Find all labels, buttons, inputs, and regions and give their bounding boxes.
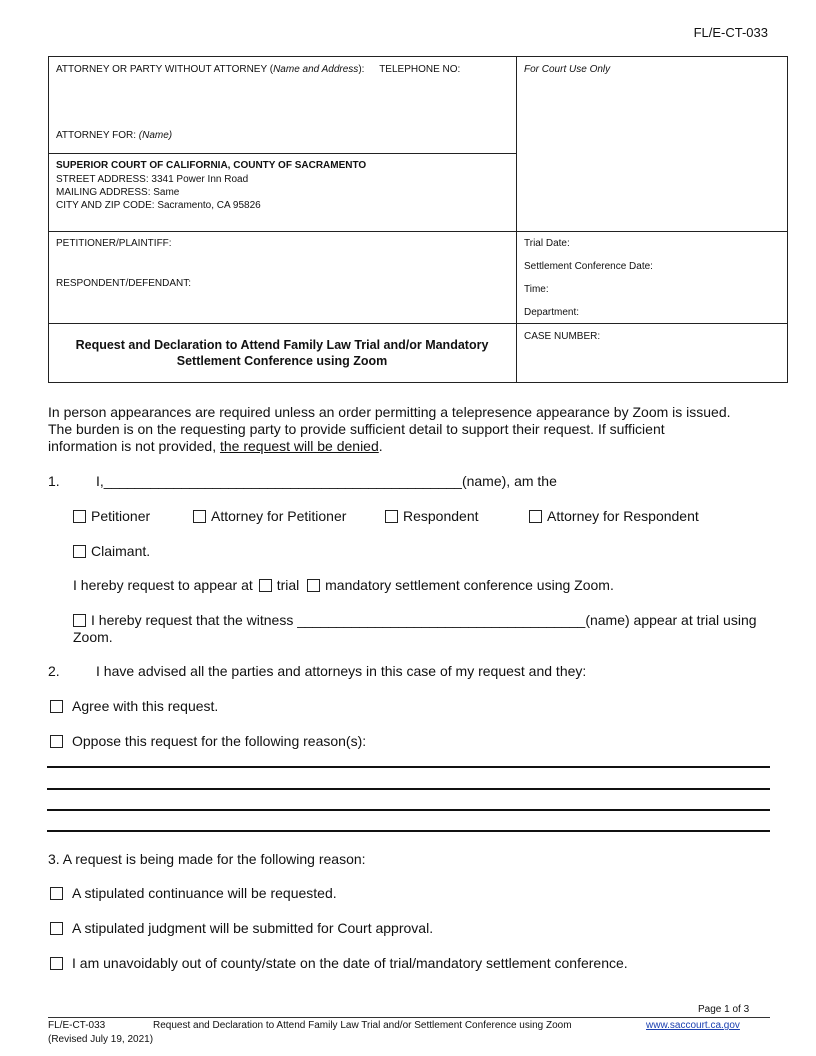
section1-number: 1. <box>48 473 60 489</box>
city-zip: CITY AND ZIP CODE: Sacramento, CA 95826 <box>56 200 261 211</box>
street-address: STREET ADDRESS: 3341 Power Inn Road <box>56 174 249 185</box>
case-number-label: CASE NUMBER: <box>524 331 601 342</box>
intro-paragraph: In person appearances are required unless an order permitting a telepresence appearance by Zoom is issued. The burden is on the requesting party to provide sufficient detail to support their request. If sufficient information is not provided, the request will be denied. <box>48 404 731 454</box>
checkbox-attorney-respondent[interactable] <box>529 510 542 523</box>
option-oppose[interactable]: Oppose this request for the following reason(s): <box>50 733 366 750</box>
option-judgment[interactable]: A stipulated judgment will be submitted for Court approval. <box>50 920 433 937</box>
attorney-for-label: ATTORNEY FOR: (Name) <box>56 130 173 141</box>
witness-request: I hereby request that the witness _____________________________________(name) appear at trial using Zoom. <box>73 612 757 645</box>
option-respondent[interactable]: Respondent <box>385 508 479 525</box>
reason-line-2[interactable] <box>47 788 770 790</box>
checkbox-continuance[interactable] <box>50 887 63 900</box>
option-out-of-county[interactable]: I am unavoidably out of county/state on the date of trial/mandatory settlement conference. <box>50 955 628 972</box>
page-number: Page 1 of 3 <box>698 1004 750 1015</box>
checkbox-petitioner[interactable] <box>73 510 86 523</box>
section2-text: I have advised all the parties and attorneys in this case of my request and they: <box>96 663 587 679</box>
checkbox-trial[interactable] <box>259 579 272 592</box>
footer-website-link[interactable]: www.saccourt.ca.gov <box>646 1020 740 1031</box>
attorney-label: ATTORNEY OR PARTY WITHOUT ATTORNEY (Name and Address): TELEPHONE NO: <box>56 64 461 75</box>
section1-name-line: I,______________________________________________(name), am the <box>96 473 557 489</box>
checkbox-respondent[interactable] <box>385 510 398 523</box>
settlement-date-label: Settlement Conference Date: <box>524 261 653 272</box>
department-label: Department: <box>524 307 580 318</box>
section2-number: 2. <box>48 663 60 679</box>
checkbox-attorney-petitioner[interactable] <box>193 510 206 523</box>
checkbox-claimant[interactable] <box>73 545 86 558</box>
footer-rule <box>48 1017 770 1018</box>
section3-heading: 3. A request is being made for the following reason: <box>48 851 366 867</box>
request-appear-line: I hereby request to appear at trial mandatory settlement conference using Zoom. <box>73 577 614 593</box>
option-agree[interactable]: Agree with this request. <box>50 698 218 715</box>
checkbox-settlement-conference[interactable] <box>307 579 320 592</box>
option-continuance[interactable]: A stipulated continuance will be requested. <box>50 885 337 902</box>
mailing-address: MAILING ADDRESS: Same <box>56 187 180 198</box>
reason-line-1[interactable] <box>47 766 770 768</box>
court-name: SUPERIOR COURT OF CALIFORNIA, COUNTY OF SACRAMENTO <box>56 160 367 171</box>
checkbox-judgment[interactable] <box>50 922 63 935</box>
reason-line-4[interactable] <box>47 830 770 832</box>
option-attorney-respondent[interactable]: Attorney for Respondent <box>529 508 699 525</box>
footer-title: Request and Declaration to Attend Family Law Trial and/or Settlement Conference using Zoom <box>153 1020 572 1031</box>
petitioner-label: PETITIONER/PLAINTIFF: <box>56 238 172 249</box>
checkbox-out-of-county[interactable] <box>50 957 63 970</box>
checkbox-witness[interactable] <box>73 614 86 627</box>
option-attorney-petitioner[interactable]: Attorney for Petitioner <box>193 508 346 525</box>
option-claimant[interactable]: Claimant. <box>73 543 150 560</box>
court-use-label: For Court Use Only <box>524 64 611 75</box>
caption-box <box>48 56 788 383</box>
trial-date-label: Trial Date: <box>524 238 570 249</box>
form-id-top: FL/E-CT-033 <box>693 25 768 40</box>
respondent-label: RESPONDENT/DEFENDANT: <box>56 278 192 289</box>
checkbox-agree[interactable] <box>50 700 63 713</box>
reason-line-3[interactable] <box>47 809 770 811</box>
form-title: Request and Declaration to Attend Family Law Trial and/or Mandatory Settlement Conference using Zoom <box>75 338 489 368</box>
footer-form-id: FL/E-CT-033 <box>48 1020 106 1031</box>
checkbox-oppose[interactable] <box>50 735 63 748</box>
footer-revised: (Revised July 19, 2021) <box>48 1034 154 1045</box>
time-label: Time: <box>524 284 549 295</box>
option-petitioner[interactable]: Petitioner <box>73 508 150 525</box>
